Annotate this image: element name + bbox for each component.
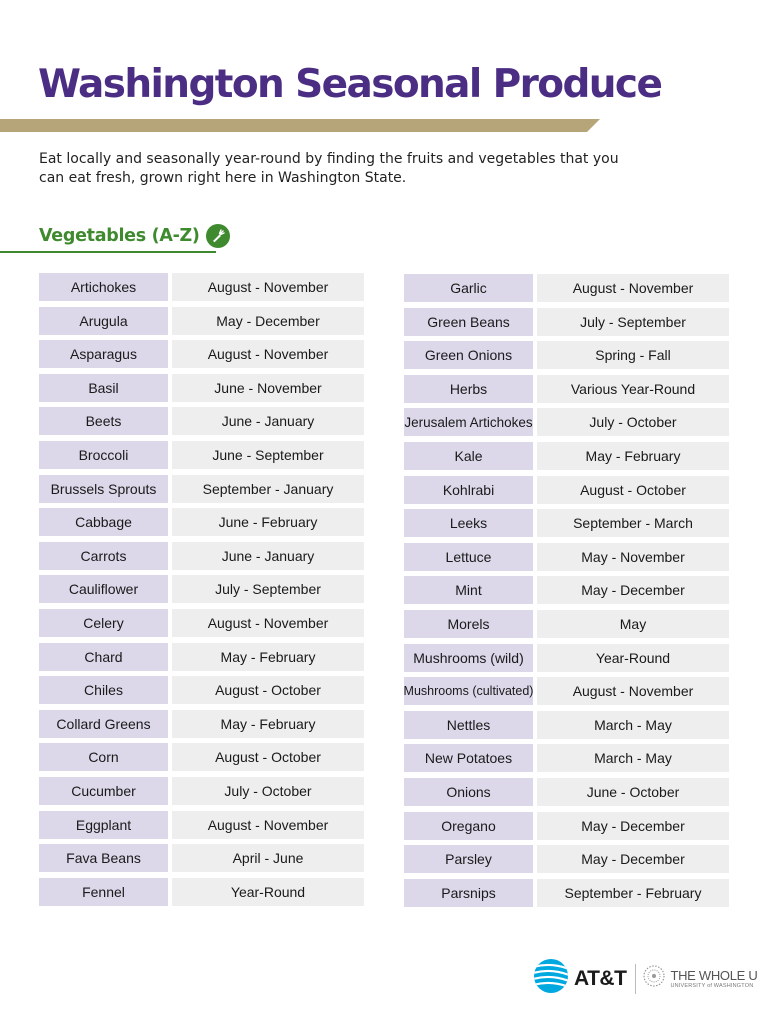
- produce-name: Mushrooms (wild): [404, 644, 533, 672]
- table-row: [404, 543, 730, 571]
- produce-season: September - February: [537, 879, 729, 907]
- table-row: [404, 677, 730, 705]
- produce-name: Fava Beans: [39, 844, 168, 872]
- table-row: [404, 509, 730, 537]
- table-row: [39, 743, 365, 771]
- table-row: [404, 778, 730, 806]
- produce-name: Celery: [39, 609, 168, 637]
- produce-name: Kohlrabi: [404, 476, 533, 504]
- produce-season: May - February: [172, 710, 364, 738]
- produce-name: Corn: [39, 743, 168, 771]
- section-header: [39, 224, 230, 248]
- produce-name: Basil: [39, 374, 168, 402]
- att-logo-text: AT&T: [574, 966, 627, 990]
- produce-season: July - October: [172, 777, 364, 805]
- produce-season: May - December: [537, 845, 729, 873]
- table-row: [39, 643, 365, 671]
- produce-name: Cucumber: [39, 777, 168, 805]
- produce-season: July - October: [537, 408, 729, 436]
- produce-name: Cabbage: [39, 508, 168, 536]
- table-row: [404, 610, 730, 638]
- whole-u-logo: [642, 964, 757, 993]
- table-row: [39, 811, 365, 839]
- produce-season: Spring - Fall: [537, 341, 729, 369]
- produce-name: Carrots: [39, 542, 168, 570]
- table-row: [39, 407, 365, 435]
- produce-name: Brussels Sprouts: [39, 475, 168, 503]
- produce-name: Mushrooms (cultivated): [404, 677, 533, 705]
- table-row: [404, 711, 730, 739]
- produce-season: August - November: [537, 274, 729, 302]
- table-row: [39, 676, 365, 704]
- produce-season: Year-Round: [172, 878, 364, 906]
- produce-name: Asparagus: [39, 340, 168, 368]
- produce-name: Fennel: [39, 878, 168, 906]
- whole-u-text: THE WHOLE U: [670, 967, 758, 983]
- produce-season: July - September: [172, 575, 364, 603]
- produce-name: Garlic: [404, 274, 533, 302]
- produce-season: August - November: [172, 340, 364, 368]
- table-row: [39, 307, 365, 335]
- section-underline: [0, 251, 216, 253]
- table-row: [404, 442, 730, 470]
- produce-name: Nettles: [404, 711, 533, 739]
- produce-season: June - November: [172, 374, 364, 402]
- table-row: [39, 441, 365, 469]
- whole-u-seal-icon: [642, 964, 666, 993]
- produce-name: Mint: [404, 576, 533, 604]
- table-row: [39, 777, 365, 805]
- produce-season: September - January: [172, 475, 364, 503]
- produce-name: Artichokes: [39, 273, 168, 301]
- produce-table-right: [404, 274, 730, 912]
- produce-season: August - November: [172, 609, 364, 637]
- table-row: [404, 576, 730, 604]
- footer-logos: [533, 958, 757, 999]
- produce-season: June - October: [537, 778, 729, 806]
- produce-name: Chiles: [39, 676, 168, 704]
- produce-season: August - November: [537, 677, 729, 705]
- table-row: [404, 744, 730, 772]
- section-title: Vegetables (A-Z): [39, 226, 200, 246]
- table-row: [39, 878, 365, 906]
- produce-name: Lettuce: [404, 543, 533, 571]
- produce-name: Arugula: [39, 307, 168, 335]
- produce-table-left: [39, 273, 365, 911]
- produce-season: May - February: [537, 442, 729, 470]
- produce-season: May - November: [537, 543, 729, 571]
- table-row: [39, 710, 365, 738]
- produce-name: Morels: [404, 610, 533, 638]
- produce-season: April - June: [172, 844, 364, 872]
- table-row: [39, 542, 365, 570]
- produce-name: Onions: [404, 778, 533, 806]
- table-row: [39, 609, 365, 637]
- produce-season: March - May: [537, 711, 729, 739]
- produce-season: August - October: [172, 676, 364, 704]
- whole-u-subtext: UNIVERSITY of WASHINGTON: [670, 982, 754, 989]
- table-row: [404, 845, 730, 873]
- table-row: [404, 341, 730, 369]
- produce-name: Parsnips: [404, 879, 533, 907]
- produce-season: September - March: [537, 509, 729, 537]
- produce-name: Green Beans: [404, 308, 533, 336]
- produce-season: March - May: [537, 744, 729, 772]
- produce-name: Oregano: [404, 812, 533, 840]
- produce-name: Beets: [39, 407, 168, 435]
- produce-season: Year-Round: [537, 644, 729, 672]
- table-row: [404, 812, 730, 840]
- produce-season: June - September: [172, 441, 364, 469]
- table-row: [404, 375, 730, 403]
- produce-season: June - January: [172, 407, 364, 435]
- produce-season: May - December: [537, 576, 729, 604]
- table-row: [404, 408, 730, 436]
- produce-season: July - September: [537, 308, 729, 336]
- produce-season: Various Year-Round: [537, 375, 729, 403]
- produce-season: August - November: [172, 811, 364, 839]
- produce-season: May - December: [537, 812, 729, 840]
- produce-name: Leeks: [404, 509, 533, 537]
- produce-name: Eggplant: [39, 811, 168, 839]
- table-row: [39, 475, 365, 503]
- produce-name: Green Onions: [404, 341, 533, 369]
- produce-name: Parsley: [404, 845, 533, 873]
- produce-name: Herbs: [404, 375, 533, 403]
- produce-season: May - February: [172, 643, 364, 671]
- produce-season: August - October: [172, 743, 364, 771]
- produce-season: August - November: [172, 273, 364, 301]
- produce-name: Kale: [404, 442, 533, 470]
- table-row: [404, 644, 730, 672]
- produce-name: New Potatoes: [404, 744, 533, 772]
- page-title: Washington Seasonal Produce: [38, 62, 662, 107]
- produce-season: June - January: [172, 542, 364, 570]
- att-globe-icon: [533, 958, 569, 999]
- table-row: [39, 575, 365, 603]
- table-row: [404, 274, 730, 302]
- produce-season: May - December: [172, 307, 364, 335]
- table-row: [404, 879, 730, 907]
- produce-name: Jerusalem Artichokes: [404, 408, 533, 436]
- table-row: [39, 273, 365, 301]
- table-row: [404, 476, 730, 504]
- table-row: [39, 508, 365, 536]
- table-row: [39, 844, 365, 872]
- produce-season: May: [537, 610, 729, 638]
- carrot-icon: [206, 224, 230, 248]
- intro-text: Eat locally and seasonally year-round by finding the fruits and vegetables that you can eat fresh, grown right here in Washington State.: [39, 151, 619, 186]
- table-row: [39, 374, 365, 402]
- produce-name: Broccoli: [39, 441, 168, 469]
- table-row: [39, 340, 365, 368]
- table-row: [404, 308, 730, 336]
- produce-season: June - February: [172, 508, 364, 536]
- produce-name: Collard Greens: [39, 710, 168, 738]
- produce-name: Chard: [39, 643, 168, 671]
- produce-name: Cauliflower: [39, 575, 168, 603]
- logo-divider: [635, 964, 636, 994]
- gold-accent-bar: [0, 119, 600, 132]
- produce-season: August - October: [537, 476, 729, 504]
